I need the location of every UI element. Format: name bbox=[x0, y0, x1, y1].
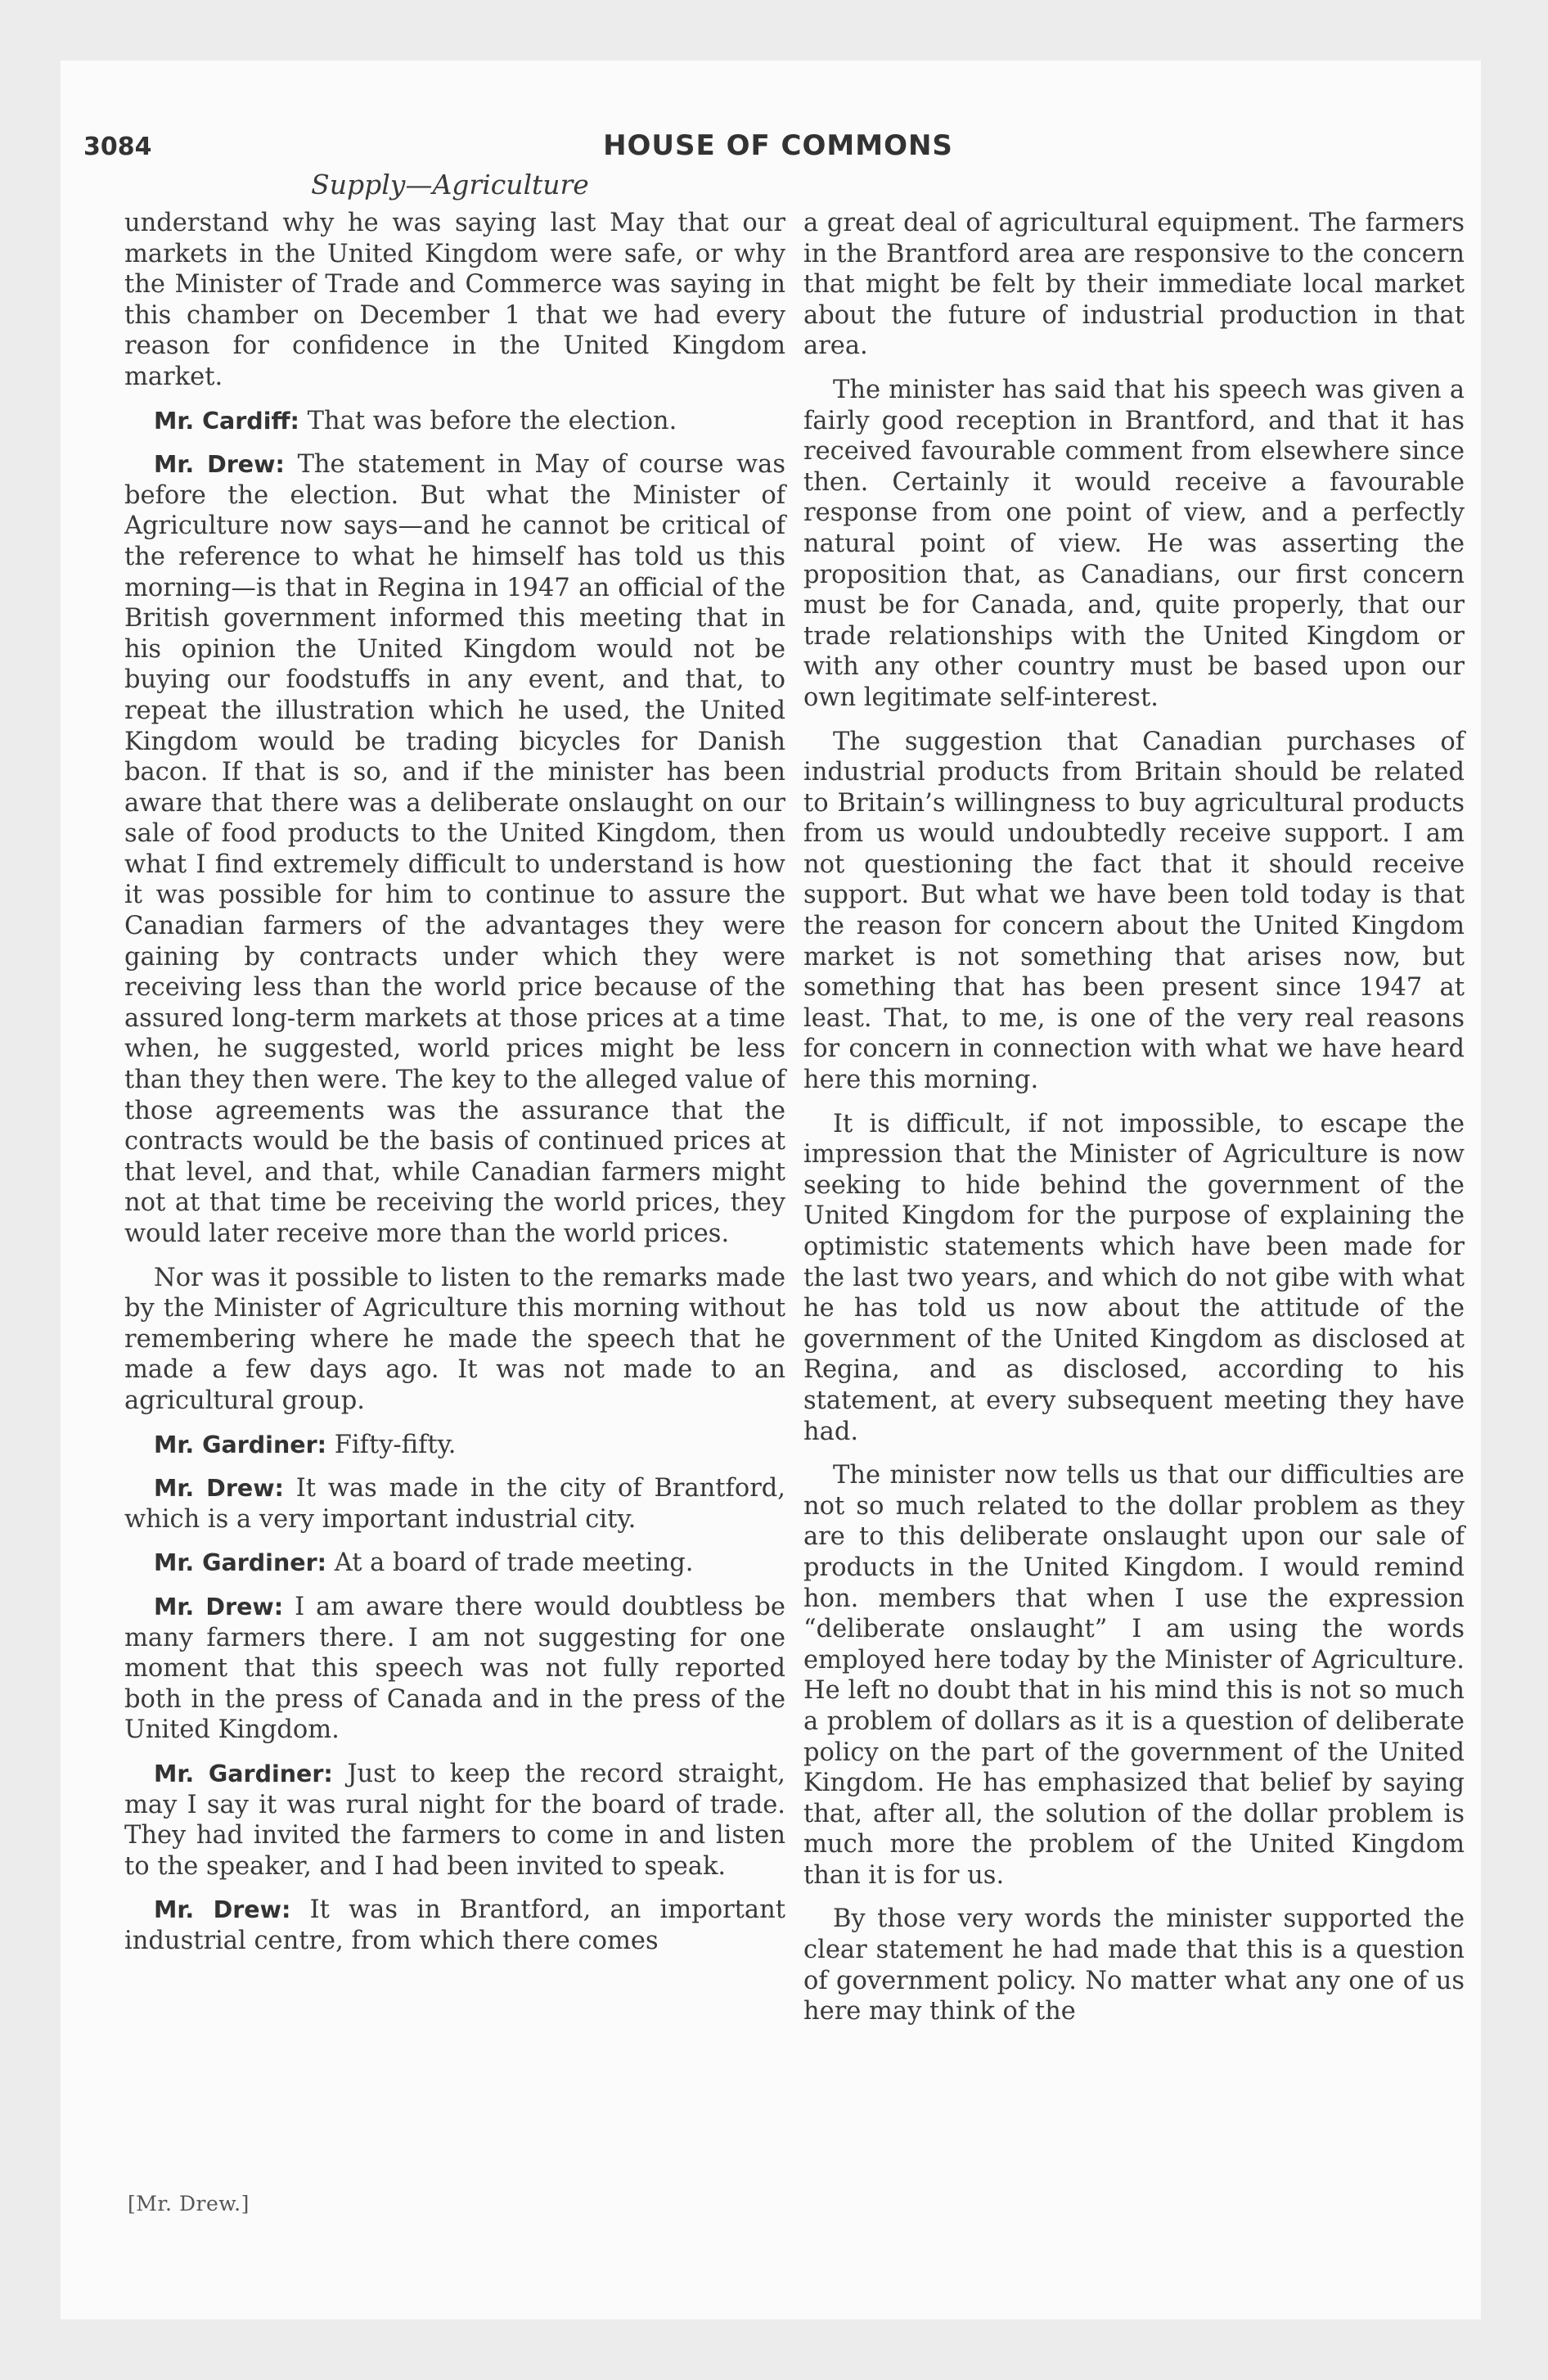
paragraph bbox=[803, 1109, 1465, 1448]
paragraph bbox=[124, 208, 785, 393]
paragraph-text: It was in Brantford, an important industrial centre, from which there comes bbox=[124, 1895, 786, 1955]
paragraph-text: The minister has said that his speech was given a fairly good reception in Brantford, and that it has received favourable comment from elsewhere since then. Certainly it would receive a favourable response from one point of view, and a perfectly natural point of view. He was asserting the proposition that, as Canadians, our first concern must be for Canada, and, quite properly, that our trade relationships with the United Kingdom or with any other country must be based upon our own legitimate self-interest. bbox=[803, 375, 1465, 712]
paragraph bbox=[803, 1460, 1465, 1891]
paragraph bbox=[803, 727, 1465, 1096]
paragraph-text: That was before the election. bbox=[307, 406, 677, 435]
paragraph-text: Fifty-fifty. bbox=[334, 1430, 457, 1459]
speaker-name: Mr. Drew: bbox=[154, 451, 285, 479]
speaker-name: Mr. Drew: bbox=[154, 1475, 284, 1503]
paragraph bbox=[803, 208, 1465, 362]
paragraph bbox=[124, 1263, 785, 1417]
paragraph bbox=[124, 1430, 785, 1461]
paragraph-text: understand why he was saying last May that our markets in the United Kingdom were safe, or why the Minister of Trade and Commerce was saying in this chamber on December 1 that we had every reason for confidence in the United Kingdom market. bbox=[124, 209, 785, 391]
paragraph-text: I am aware there would doubtless be many farmers there. I am not suggesting for one moment that this speech was not fully reported both in the press of Canada and in the press of the United Kingdom. bbox=[124, 1592, 785, 1745]
paragraph bbox=[124, 1548, 785, 1579]
speaker-name: Mr. Gardiner: bbox=[154, 1431, 327, 1458]
running-head: HOUSE OF COMMONS bbox=[603, 129, 953, 162]
left-column bbox=[124, 208, 785, 1969]
speaker-name: Mr. Cardiff: bbox=[154, 407, 299, 435]
speaker-name: Mr. Gardiner: bbox=[154, 1549, 327, 1577]
paragraph bbox=[124, 1592, 785, 1746]
paragraph-text: The statement in May of course was before the election. But what the Minister of Agriculture now says—and he cannot be critical of the reference to what he himself has told us this morning—is that in Regina in 1947 an official of the British government informed this meeting that in his opinion the United Kingdom would not be buying our foodstuffs in any event, and that, to repeat the illustration which he used, the United Kingdom would be trading bicycles for Danish bacon. If that is so, and if the minister has been aware that there was a deliberate onslaught on our sale of food products to the United Kingdom, then what I find extremely difficult to understand is how it was possible for him to continue to assure the Canadian farmers of the advantages they were gaining by contracts under which they were receiving less than the world price because of the assured long-term markets at those prices at a time when, he suggested, world prices might be less than they then were. The key to the alleged value of those agreements was the assurance that the contracts would be the basis of continued prices at that level, and that, while Canadian farmers might not at that time be receiving the world prices, they would later receive more than the world prices. bbox=[124, 450, 785, 1248]
paragraph-text: At a board of trade meeting. bbox=[334, 1548, 694, 1578]
paragraph bbox=[124, 449, 785, 1249]
page-number: 3084 bbox=[83, 133, 152, 161]
speaker-attribution: [Mr. Drew.] bbox=[128, 2192, 250, 2215]
paragraph bbox=[124, 406, 785, 437]
speaker-name: Mr. Gardiner: bbox=[154, 1760, 333, 1787]
paragraph bbox=[803, 1904, 1465, 2026]
paragraph bbox=[803, 375, 1465, 714]
paragraph bbox=[124, 1759, 785, 1882]
speaker-name: Mr. Drew: bbox=[154, 1896, 291, 1924]
paragraph-text: Just to keep the record straight, may I say it was rural night for the board of trade. They had invited the farmers to come in and listen to the speaker, and I had been invited to speak. bbox=[124, 1759, 785, 1881]
paragraph-text: The suggestion that Canadian purchases of industrial products from Britain should be related to Britain’s willingness to buy agricultural products from us would undoubtedly receive support. I am not questioning the fact that it should receive support. But what we have been told today is that the reason for concern about the United Kingdom market is not something that arises now, but something that has been present since 1947 at least. That, to me, is one of the very real reasons for concern in connection with what we have heard here this morning. bbox=[803, 727, 1465, 1095]
right-column bbox=[803, 208, 1465, 2040]
paragraph-text: Nor was it possible to listen to the remarks made by the Minister of Agriculture this morning without remembering where he made the speech that he made a few days ago. It was not made to an agricultural group. bbox=[124, 1263, 785, 1415]
paragraph-text: It is difficult, if not impossible, to escape the impression that the Minister of Agriculture is now seeking to hide behind the government of the United Kingdom for the purpose of explaining the optimistic statements which have been made for the last two years, and which do not gibe with what he has told us now about the attitude of the government of the United Kingdom as disclosed at Regina, and as disclosed, according to his statement, at every subsequent meeting they have had. bbox=[803, 1109, 1465, 1446]
paragraph-text: By those very words the minister supported the clear statement he had made that this is a question of government policy. No matter what any one of us here may think of the bbox=[803, 1904, 1465, 2026]
paragraph-text: a great deal of agricultural equipment. The farmers in the Brantford area are responsive to the concern that might be felt by their immediate local market about the future of industrial production in that area. bbox=[803, 209, 1465, 361]
paragraph-text: It was made in the city of Brantford, which is a very important industrial city. bbox=[124, 1474, 785, 1534]
paragraph bbox=[124, 1895, 785, 1956]
page-header bbox=[83, 129, 1473, 169]
paragraph bbox=[124, 1473, 785, 1535]
paragraph-text: The minister now tells us that our difficulties are not so much related to the dollar problem as they are to this deliberate onslaught upon our sale of products in the United Kingdom. I would remind hon. members that when I use the expression “deliberate onslaught” I am using the words employed here today by the Minister of Agriculture. He left no doubt that in his mind this is not so much a problem of dollars as it is a question of deliberate policy on the part of the government of the United Kingdom. He has emphasized that belief by saying that, after all, the solution of the dollar problem is much more the problem of the United Kingdom than it is for us. bbox=[803, 1461, 1465, 1890]
section-subheading: Supply—Agriculture bbox=[311, 169, 589, 201]
speaker-name: Mr. Drew: bbox=[154, 1593, 284, 1620]
